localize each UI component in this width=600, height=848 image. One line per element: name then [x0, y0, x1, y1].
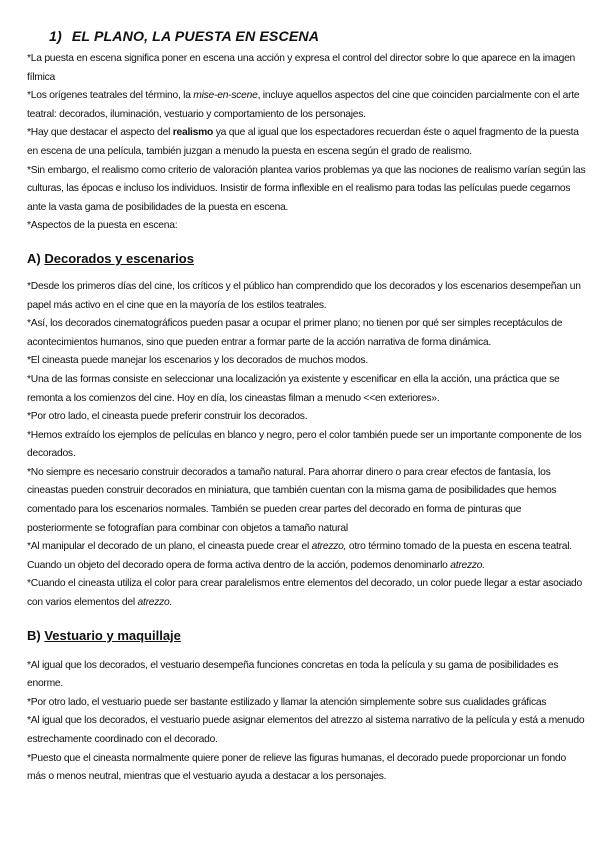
section-a-paragraph: *El cineasta puede manejar los escenarios y los decorados de muchos modos.	[27, 355, 368, 367]
section-title: Decorados y escenarios	[44, 250, 194, 266]
section-b-paragraph: *Por otro lado, el vestuario puede ser bastante estilizado y llamar la atención simplemente sobre sus cualidades gráficas	[27, 696, 547, 708]
page-title	[49, 28, 587, 46]
italic-term: atrezzo.	[137, 597, 173, 609]
intro-paragraph: *Aspectos de la puesta en escena:	[27, 220, 178, 232]
text-run: *Los orígenes teatrales del término, la	[27, 90, 194, 102]
section-heading-a	[27, 250, 587, 268]
text-run: *Cuando el cineasta utiliza el color para crear paralelismos entre elementos del decorado, un color puede llegar a estar asociado con varios elementos del	[27, 578, 583, 609]
bold-term: realismo	[172, 127, 214, 139]
section-b-paragraph: *Puesto que el cineasta normalmente quiere poner de relieve las figuras humanas, el decorado puede proporcionar un fondo más o menos neutral, mientras que el vestuario ayuda a destacar a los personajes.	[27, 752, 566, 783]
text-run: *Al manipular el decorado de un plano, el cineasta puede crear el	[27, 541, 312, 553]
text-run: ya que al igual que los espectadores recuerdan éste o aquel fragmento de la puesta en escena de una película, también juzgan a menudo la puesta en escena según el grado de realismo.	[27, 127, 579, 157]
intro-paragraph	[27, 87, 587, 124]
section-heading-b	[27, 627, 587, 645]
text-run: *Hay que destacar el aspecto del	[27, 127, 173, 139]
section-b-paragraph: *Al igual que los decorados, el vestuario desempeña funciones concretas en toda la película y su gama de posibilidades es enorme.	[27, 659, 559, 690]
section-a-paragraph: *Una de las formas consiste en seleccionar una localización ya existente y escenificar en ella la acción, una práctica que se remonta a los comienzos del cine. Hoy en día, los cineastas filman a menudo <<en exteriores».	[27, 373, 560, 404]
section-a-paragraph	[27, 538, 587, 575]
intro-paragraph: *La puesta en escena significa poner en escena una acción y expresa el control del director sobre lo que aparece en la imagen fílmica	[27, 53, 576, 83]
section-a-paragraph: *Por otro lado, el cineasta puede preferir construir los decorados.	[27, 411, 308, 423]
title-text: EL PLANO, LA PUESTA EN ESCENA	[71, 29, 320, 45]
section-letter: A)	[27, 250, 41, 266]
section-letter: B)	[27, 627, 41, 643]
section-title: Vestuario y maquillaje	[44, 627, 181, 643]
section-a-paragraph	[27, 575, 587, 612]
text-run: , incluye aquellos aspectos del cine que coinciden parcialmente con el arte teatral: decorados, iluminación, vestuario y comportamiento de los personajes.	[27, 90, 580, 120]
section-b-paragraph: *Al igual que los decorados, el vestuario puede asignar elementos del atrezzo al sistema narrativo de la película y está a menudo estrechamente coordinado con el decorado.	[27, 715, 585, 745]
intro-paragraph: *Sin embargo, el realismo como criterio de valoración plantea varios problemas ya que las nociones de realismo varían según las culturas, las épocas e incluso los individuos. Insistir de forma inflexible en el realismo para todas las películas puede cegarnos ante la vasta gama de posibilidades de la puesta en escena.	[27, 164, 586, 213]
section-a-paragraph: *No siempre es necesario construir decorados a tamaño natural. Para ahorrar dinero o para crear efectos de fantasía, los cineastas pueden construir decorados en miniatura, que también cuentan con la misma gama de posibilidades que hemos comentado para los escenarios normales. También se pueden crear partes del decorado en forma de pinturas que posteriormente se fotografían para combinar con objetos a tamaño natural	[27, 466, 557, 534]
intro-paragraph	[27, 124, 587, 161]
section-a-paragraph: *Hemos extraído los ejemplos de películas en blanco y negro, pero el color también puede ser un importante componente de los decorados.	[27, 429, 582, 460]
section-a-paragraph: *Así, los decorados cinematográficos pueden pasar a ocupar el primer plano; no tienen por qué ser simples receptáculos de acontecimientos humanos, sino que pueden entrar a formar parte de la acción narrativa de forma dinámica.	[27, 318, 563, 348]
italic-term: atrezzo.	[450, 559, 485, 571]
italic-term: atrezzo,	[311, 541, 347, 553]
text-run: otro término tomado de la puesta en escena teatral. Cuando un objeto del decorado opera de forma activa dentro de la acción, podemos denominarlo	[27, 541, 572, 571]
title-number: 1)	[49, 29, 62, 45]
italic-term: mise-en-scene	[193, 90, 258, 102]
document-page	[27, 28, 587, 787]
section-a-paragraph: *Desde los primeros días del cine, los críticos y el público han comprendido que los decorados y los escenarios desempeñan un papel más activo en el cine que en la mayoría de los estilos teatrales.	[27, 280, 581, 311]
